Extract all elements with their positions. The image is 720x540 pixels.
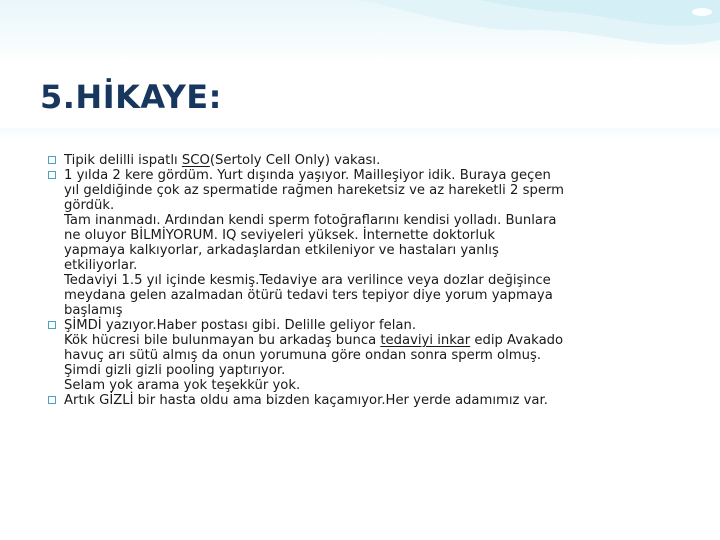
bullet-2-line-10: başlamış [64, 303, 123, 318]
bullet-1 [48, 153, 688, 168]
bullet-1-underlined: SCO [181, 153, 210, 168]
bullet-box-icon [48, 396, 56, 404]
bullet-1-text-a: Tipik delilli ispatlı [64, 153, 182, 168]
header-decoration [360, 0, 720, 70]
bullet-4 [48, 393, 688, 408]
bullet-3-line-2-b: edip Avakado [470, 333, 564, 348]
bullet-2-line-1: 1 yılda 2 kere gördüm. Yurt dışında yaşıyor. Mailleşiyor idik. Buraya geçen [64, 168, 551, 183]
bullet-2-line-2: yıl geldiğinde çok az spermatide rağmen hareketsiz ve az hareketli 2 sperm [64, 183, 565, 198]
bullet-2-line-9: meydana gelen azalmadan ötürü tedavi ters tepiyor diye yorum yapmaya [64, 288, 553, 303]
bullet-2 [48, 168, 688, 183]
bullet-3-line-2-a: Kök hücresi bile bulunmayan bu arkadaş bunca [64, 333, 381, 348]
bullet-box-icon [48, 321, 56, 329]
bullet-4-line-1: Artık GİZLİ bir hasta oldu ama bizden kaçamıyor.Her yerde adamımız var. [64, 393, 548, 408]
bullet-2-line-5: ne oluyor BİLMİYORUM. IQ seviyeleri yüksek. İnternette doktorluk [64, 228, 496, 243]
title-rule [0, 128, 720, 140]
bullet-3-line-4: Şimdi gizli gizli pooling yaptırıyor. [64, 363, 286, 378]
bullet-2-line-7: etkiliyorlar. [64, 258, 138, 273]
bullet-box-icon [48, 156, 56, 164]
bullet-3 [48, 318, 688, 333]
slide-content [48, 153, 688, 408]
bullet-3-line-3: havuç arı sütü almış da onun yorumuna göre ondan sonra sperm olmuş. [64, 348, 542, 363]
bullet-3-line-1: ŞİMDİ yazıyor.Haber postası gibi. Delille geliyor felan. [64, 318, 417, 333]
bullet-2-line-8: Tedaviyi 1.5 yıl içinde kesmiş.Tedaviye ara verilince veya dozlar değişince [64, 273, 551, 288]
bullet-box-icon [48, 171, 56, 179]
slide-title: 5.HİKAYE: [40, 78, 222, 116]
bullet-3-underlined: tedaviyi inkar [380, 333, 471, 348]
bullet-3-line-2 [48, 333, 688, 348]
bullet-2-line-3: gördük. [64, 198, 115, 213]
bullet-3-line-5: Selam yok arama yok teşekkür yok. [64, 378, 301, 393]
bullet-1-text-b: (Sertoly Cell Only) vakası. [209, 153, 381, 168]
bullet-2-line-6: yapmaya kalkıyorlar, arkadaşlardan etkileniyor ve hastaları yanlış [64, 243, 499, 258]
sparkle-decoration [692, 8, 712, 16]
bullet-2-line-4: Tam inanmadı. Ardından kendi sperm fotoğraflarını kendisi yolladı. Bunlara [64, 213, 557, 228]
